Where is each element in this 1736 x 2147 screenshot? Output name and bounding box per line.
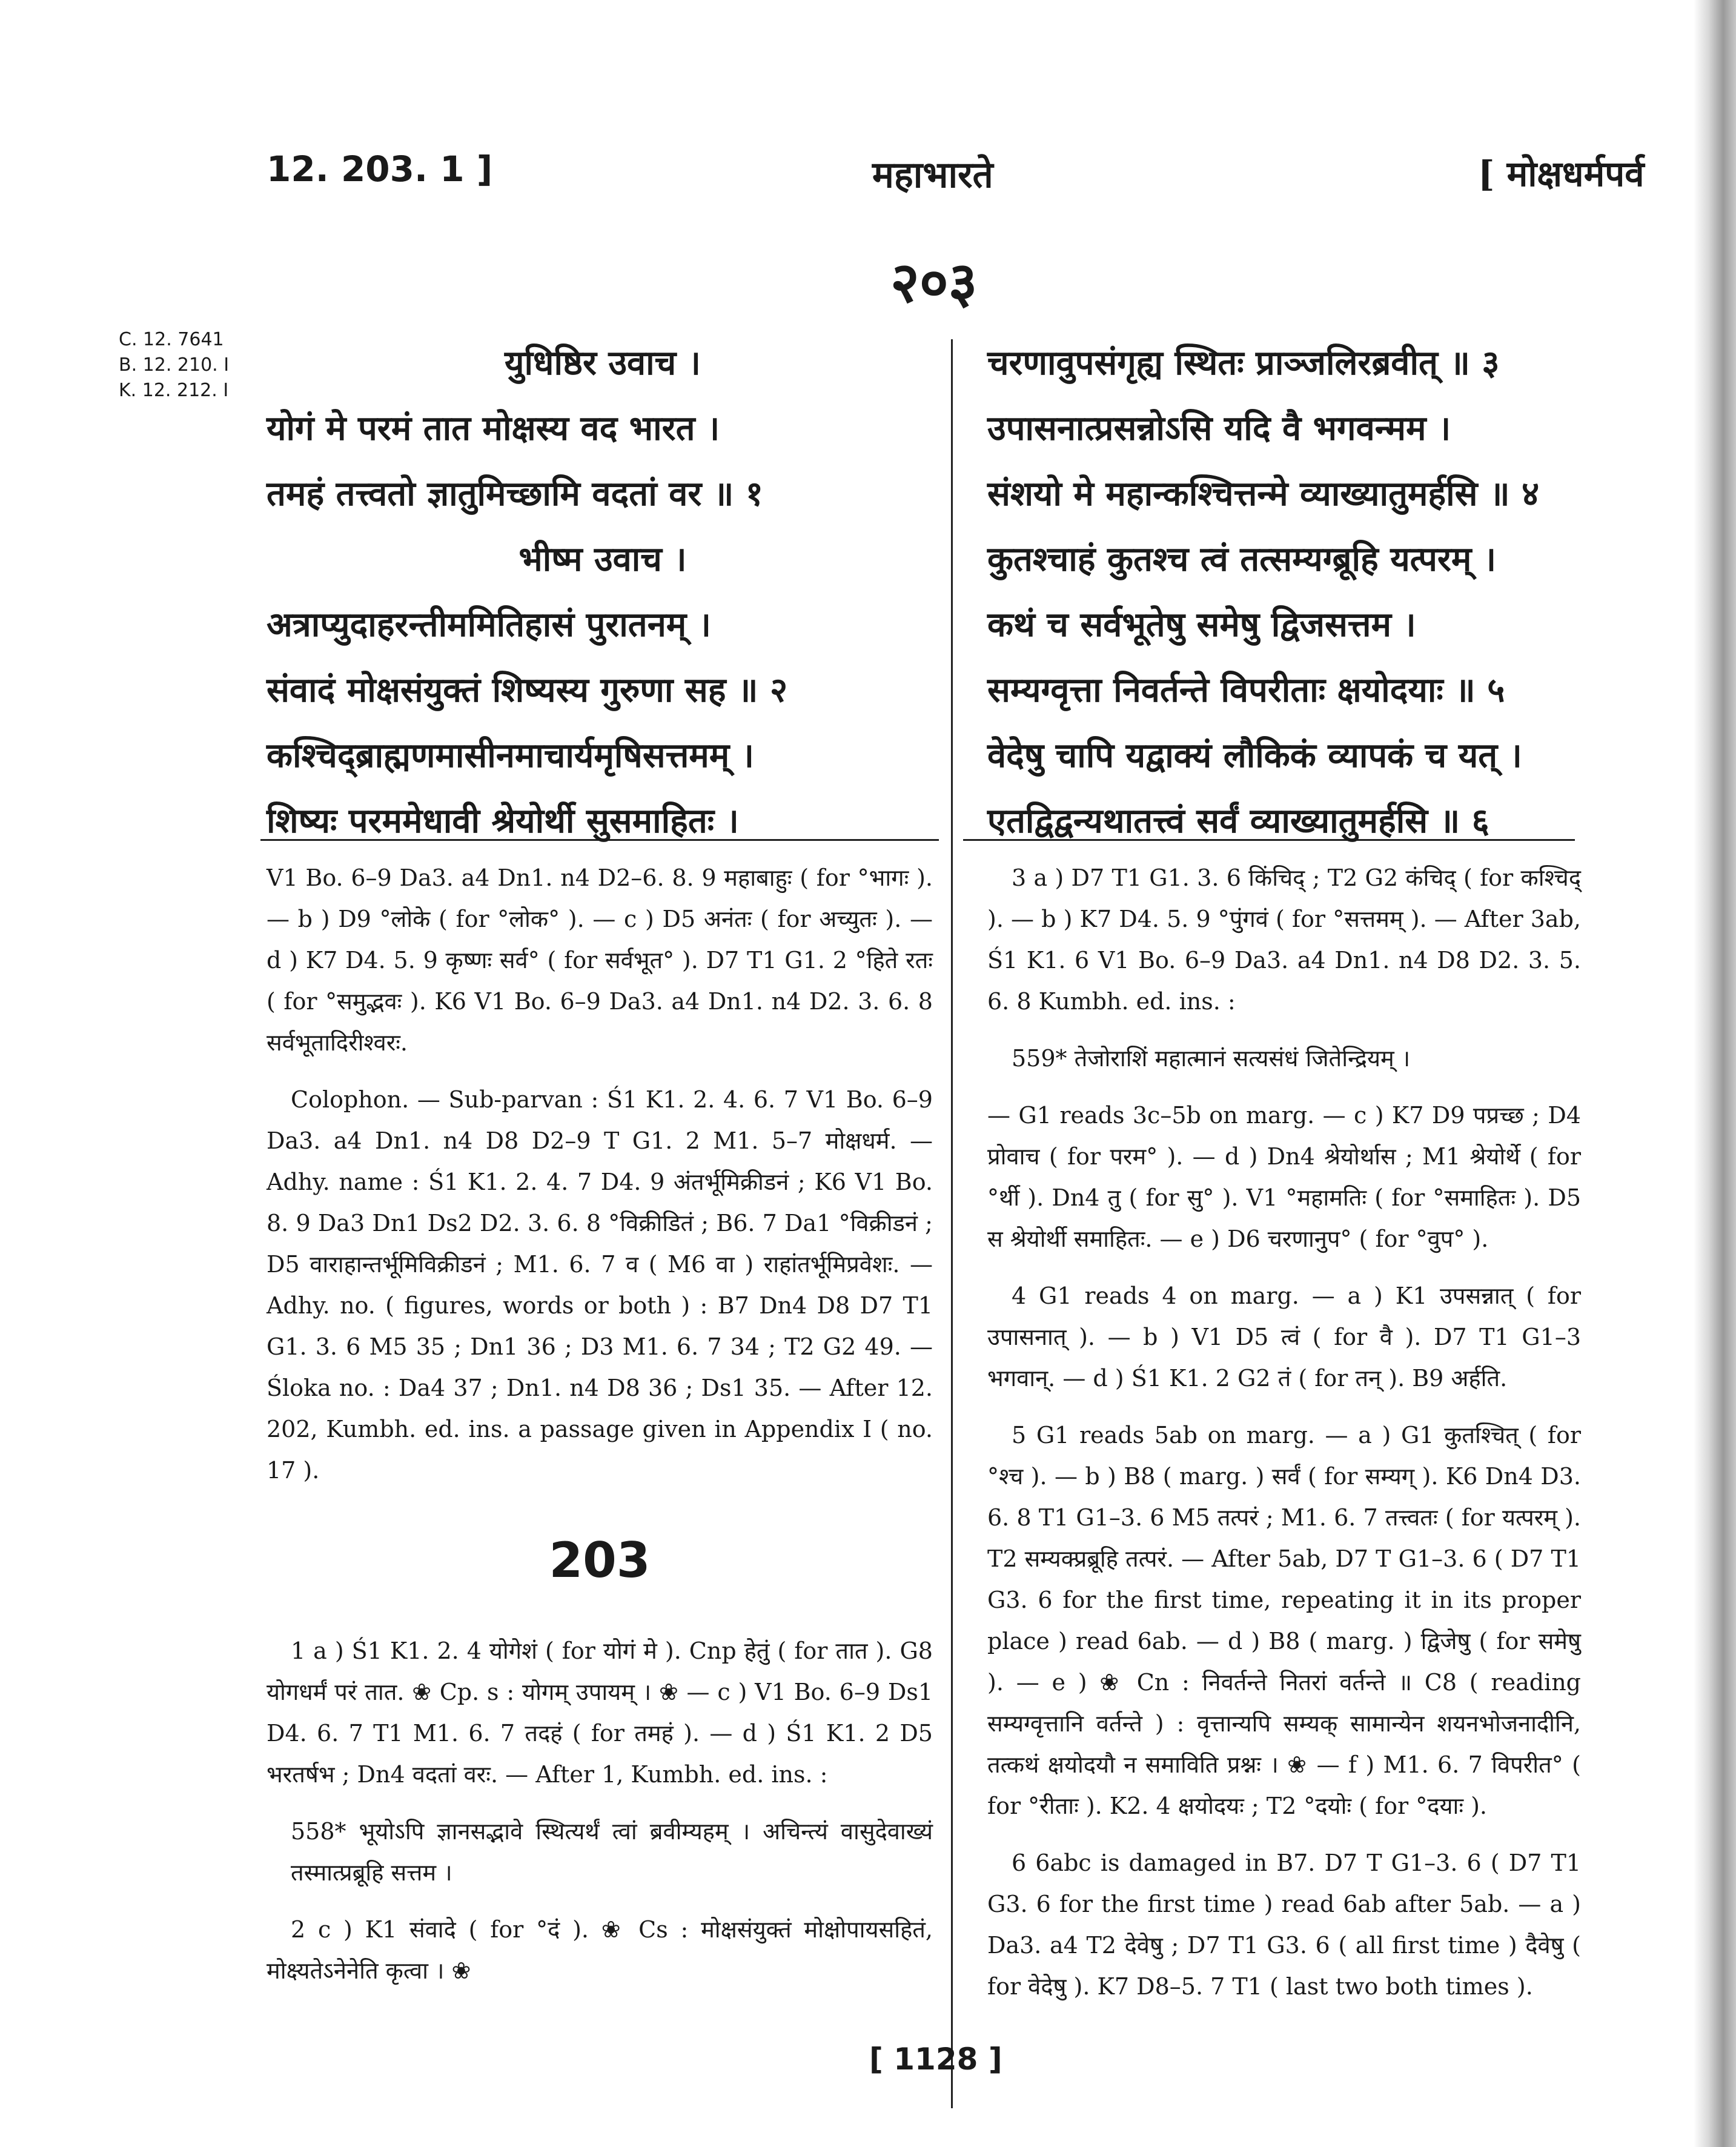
- concordance-item: C. 12. 7641: [119, 329, 224, 350]
- note-paragraph: 1 a ) Ś1 K1. 2. 4 योगेशं ( for योगं मे ). Cnp हेतुं ( for तात ). G8 योगधर्मं परं तात. ❀ Cp. s : योगम् उपायम् । ❀ — c ) V1 Bo. 6–9 Ds1 D4. 6. 7 T1 M1. 6. 7 तदहं ( for तमहं ). — d ) Ś1 K1. 2 D5 भरतर्षभ ; Dn4 वदतां वरः. — After 1, Kumbh. ed. ins. :: [267, 1638, 933, 1788]
- verse-line: सम्यग्वृत्ता निवर्तन्ते विपरीताः क्षयोदयाः ॥ ५: [987, 670, 1505, 710]
- speaker-line: भीष्म उवाच ।: [518, 539, 687, 579]
- running-head-reference: 12. 203. 1 ]: [267, 148, 493, 190]
- note-paragraph: 4 G1 reads 4 on marg. — a ) K1 उपसन्नात् ( for उपासनात् ). — b ) V1 D5 त्वं ( for वै ). D7 T1 G1–3 भगवान्. — d ) Ś1 K1. 2 G2 तं ( for तन् ). B9 अर्हति.: [987, 1283, 1581, 1392]
- speaker-line: युधिष्ठिर उवाच ।: [505, 343, 701, 383]
- adhyaya-heading: 203: [549, 1532, 651, 1588]
- scan-page-edge: [1694, 0, 1736, 2147]
- verse-line: कुतश्चाहं कुतश्च त्वं तत्सम्यग्ब्रूहि यत्परम् ।: [987, 539, 1497, 579]
- verse-line: कथं च सर्वभूतेषु समेषु द्विजसत्तम ।: [987, 605, 1416, 645]
- concordance-item: K. 12. 212. I: [119, 380, 229, 401]
- inserted-passage: 558* भूयोऽपि ज्ञानसद्भावे स्थित्यर्थं त्वां ब्रवीम्यहम् । अचिन्त्यं वासुदेवाख्यं तस्मात्प्रब्रूहि सत्तम ।: [291, 1818, 933, 1886]
- verse-line: वेदेषु चापि यद्वाक्यं लौकिकं व्यापकं च यत् ।: [987, 735, 1522, 775]
- note-paragraph: — G1 reads 3c–5b on marg. — c ) K7 D9 पप्रच्छ ; D4 प्रोवाच ( for परम° ). — d ) Dn4 श्रेयोर्थास ; M1 श्रेयोर्थे ( for °र्थी ). Dn4 तु ( for सु° ). V1 °महामतिः ( for °समाहितः ). D5 स श्रेयोर्थी समाहितः. — e ) D6 चरणानुप° ( for °वुप° ).: [987, 1102, 1581, 1252]
- notes-group-prev-adhyaya: [267, 857, 933, 1491]
- verse-line: उपासनात्प्रसन्नोऽसि यदि वै भगवन्मम ।: [987, 408, 1451, 448]
- note-paragraph: V1 Bo. 6–9 Da3. a4 Dn1. n4 D2–6. 8. 9 महाबाहुः ( for °भागः ). — b ) D9 °लोके ( for °लोक° ). — c ) D5 अनंतः ( for अच्युतः ). — d ) K7 D4. 5. 9 कृष्णः सर्व° ( for सर्वभूत° ). D7 T1 G1. 2 °हिते रतः ( for °समुद्भवः ). K6 V1 Bo. 6–9 Da3. a4 Dn1. n4 D2. 3. 6. 8 सर्वभूतादिरीश्वरः.: [267, 864, 933, 1056]
- critical-notes-right: [987, 857, 1581, 2023]
- column-divider: [951, 339, 953, 2108]
- verse-line: संशयो मे महान्कश्चित्तन्मे व्याख्यातुमर्हसि ॥ ४: [987, 474, 1540, 514]
- verse-line: योगं मे परमं तात मोक्षस्य वद भारत ।: [267, 408, 720, 448]
- note-paragraph: 5 G1 reads 5ab on marg. — a ) G1 कुतश्चित् ( for °श्च ). — b ) B8 ( marg. ) सर्वं ( for सम्यग् ). K6 Dn4 D3. 6. 8 T1 G1–3. 6 M5 तत्परं ; M1. 6. 7 तत्त्वतः ( for यत्परम् ). T2 सम्यक्प्रब्रूहि तत्परं. — After 5ab, D7 T G1–3. 6 ( D7 T1 G3. 6 for the first time, repeating it in its proper place ) read 6ab. — d ) B8 ( marg. ) द्विजेषु ( for समेषु ). — e ) ❀ Cn : निवर्तन्ते नितरां वर्तन्ते ॥ C8 ( reading सम्यग्वृत्तानि वर्तन्ते ) : वृत्तान्यपि सम्यक् सामान्येन शयनभोजनादीनि, तत्कथं क्षयोदयौ न समाविति प्रश्नः । ❀ — f ) M1. 6. 7 विपरीत° ( for °रीताः ). K2. 4 क्षयोदयः ; T2 °दयोः ( for °दयाः ).: [987, 1422, 1581, 1819]
- verse-line: एतद्विद्वन्यथातत्त्वं सर्वं व्याख्यातुमर्हसि ॥ ६: [987, 801, 1489, 841]
- note-paragraph: 3 a ) D7 T1 G1. 3. 6 किंचिद् ; T2 G2 कंचिद् ( for कश्चिद् ). — b ) K7 D4. 5. 9 °पुंगवं ( for °सत्तमम् ). — After 3ab, Ś1 K1. 6 V1 Bo. 6–9 Da3. a4 Dn1. n4 D8 D2. 3. 5. 6. 8 Kumbh. ed. ins. :: [987, 864, 1581, 1015]
- verse-line: शिष्यः परममेधावी श्रेयोर्थी सुसमाहितः ।: [267, 801, 739, 841]
- note-paragraph: 6 6abc is damaged in B7. D7 T G1–3. 6 ( D7 T1 G3. 6 for the first time ) read 6ab after 5ab. — a ) Da3. a4 T2 देवेषु ; D7 T1 G3. 6 ( all first time ) दैवेषु ( for वेदेषु ). K7 D8–5. 7 T1 ( last two both times ).: [987, 1850, 1581, 2000]
- note-paragraph: Colophon. — Sub-parvan : Ś1 K1. 2. 4. 6. 7 V1 Bo. 6–9 Da3. a4 Dn1. n4 D8 D2–9 T G1. 2 M1. 5–7 मोक्षधर्म. — Adhy. name : Ś1 K1. 2. 4. 7 D4. 9 अंतर्भूमिक्रीडनं ; K6 V1 Bo. 8. 9 Da3 Dn1 Ds2 D2. 3. 6. 8 °विक्रीडितं ; B6. 7 Da1 °विक्रीडनं ; D5 वाराहान्तर्भूमिविक्रीडनं ; M1. 6. 7 व ( M6 वा ) राहांतर्भूमिप्रवेशः. — Adhy. no. ( figures, words or both ) : B7 Dn4 D8 D7 T1 G1. 3. 6 M5 35 ; Dn1 36 ; D3 M1. 6. 7 34 ; T2 G2 49. — Śloka no. : Da4 37 ; Dn1. n4 D8 36 ; Ds1 35. — After 12. 202, Kumbh. ed. ins. a passage given in Appendix I ( no. 17 ).: [267, 1086, 933, 1484]
- verse-line: तमहं तत्त्वतो ज्ञातुमिच्छामि वदतां वर ॥ १: [267, 474, 763, 514]
- concordance-list: [119, 327, 229, 403]
- inserted-passage: 559* तेजोराशिं महात्मानं सत्यसंधं जितेन्द्रियम् ।: [1012, 1045, 1411, 1072]
- verse-column-left: [267, 330, 939, 854]
- critical-notes-left: [267, 857, 933, 2007]
- running-head-section: [ मोक्षधर्मपर्व: [1478, 153, 1645, 194]
- adhyaya-number: २०३: [890, 250, 978, 315]
- verse-line: संवादं मोक्षसंयुक्तं शिष्यस्य गुरुणा सह ॥ २: [267, 670, 788, 710]
- page-number: [ 1128 ]: [869, 2042, 1002, 2077]
- running-head-title: महाभारते: [872, 154, 993, 196]
- verse-line: चरणावुपसंगृह्य स्थितः प्राञ्जलिरब्रवीत् ॥ ३: [987, 343, 1500, 383]
- note-paragraph: 2 c ) K1 संवादे ( for °दं ). ❀ Cs : मोक्षसंयुक्तं मोक्षोपायसहितं, मोक्ष्यतेऽनेनेति कृत्वा । ❀: [267, 1916, 933, 1984]
- notes-group-current-adhyaya: [267, 1630, 933, 1991]
- verse-line: कश्चिद्ब्राह्मणमासीनमाचार्यमृषिसत्तमम् ।: [267, 735, 755, 775]
- verse-line: अत्राप्युदाहरन्तीममितिहासं पुरातनम् ।: [267, 605, 712, 645]
- concordance-item: B. 12. 210. I: [119, 354, 230, 376]
- verse-column-right: [987, 330, 1581, 854]
